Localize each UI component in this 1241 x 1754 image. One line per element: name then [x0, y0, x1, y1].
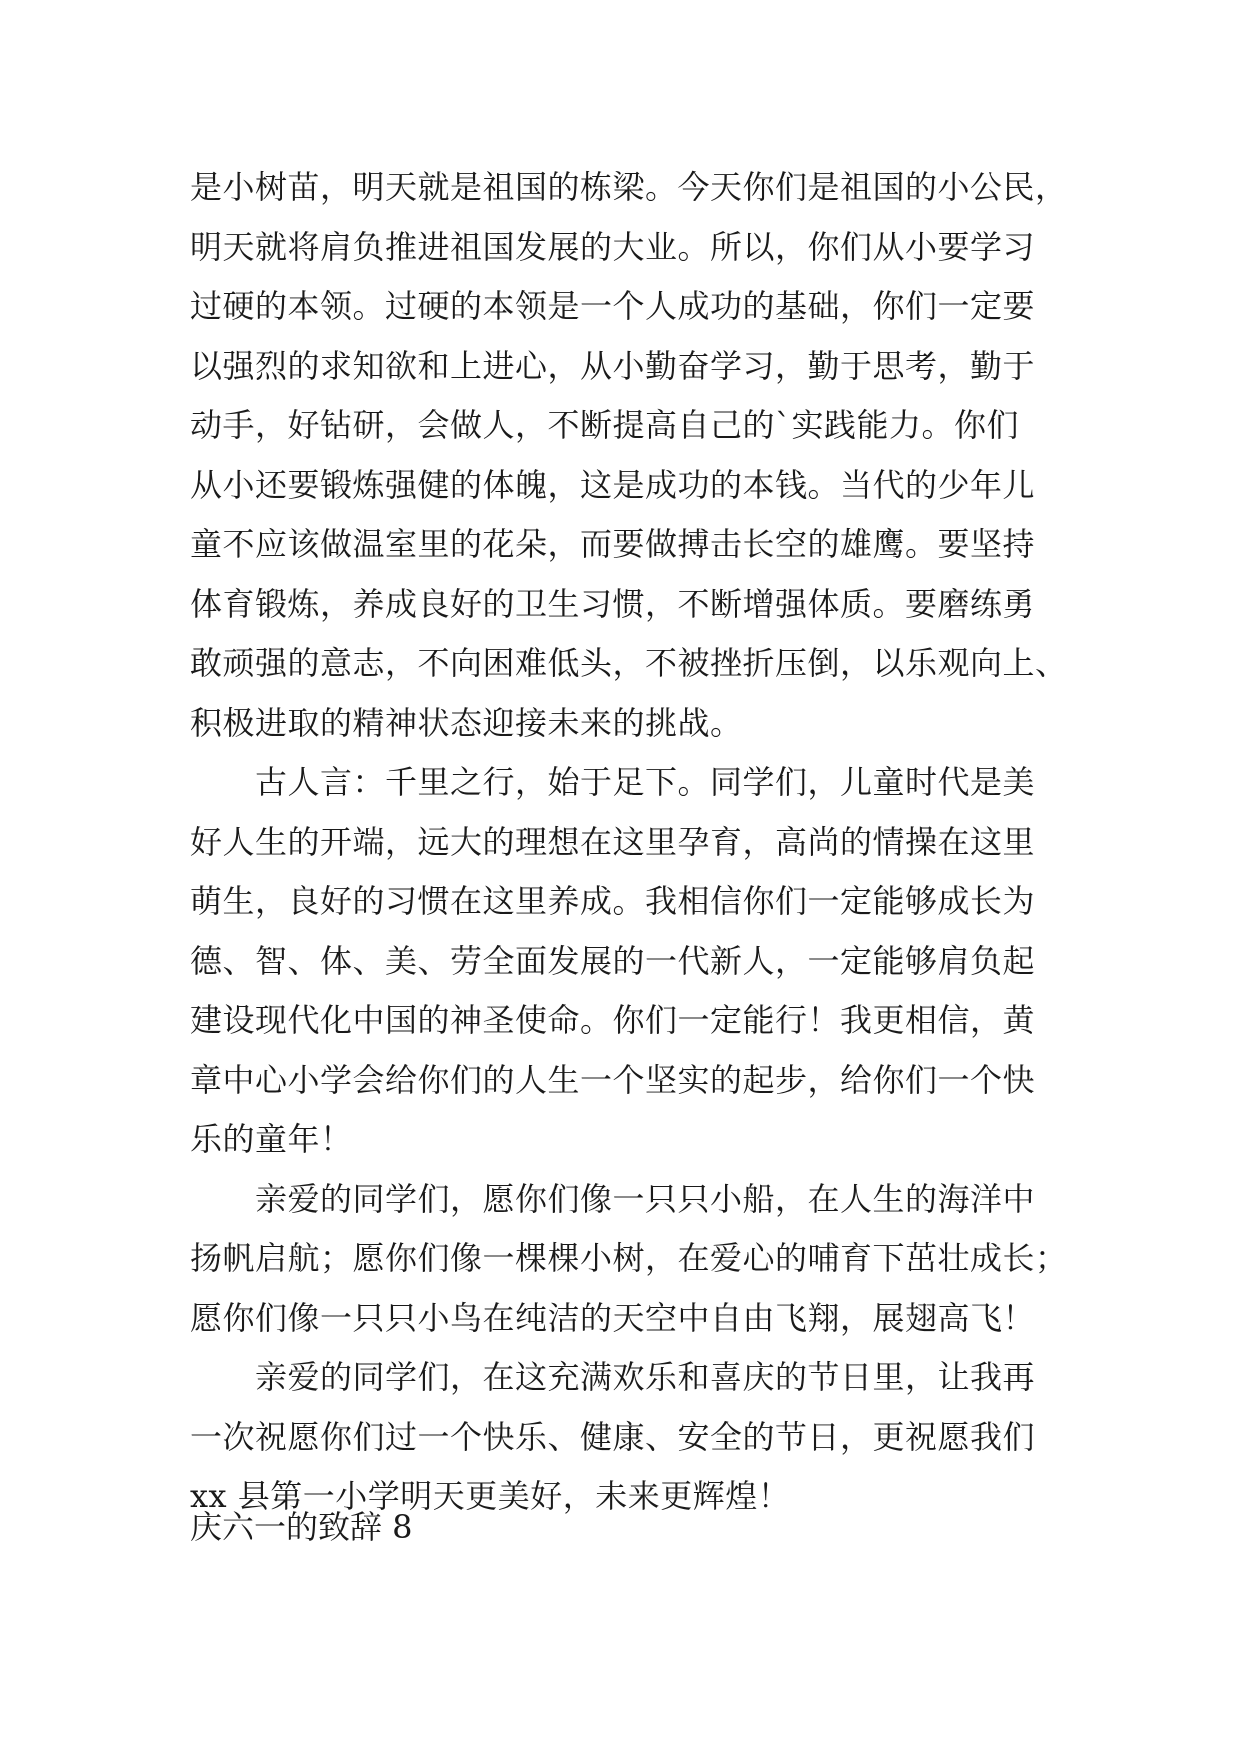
text-line: 童不应该做温室里的花朵，而要做搏击长空的雄鹰。要坚持 [190, 525, 1036, 563]
text-line: 亲爱的同学们，在这充满欢乐和喜庆的节日里，让我再 [190, 1358, 1036, 1396]
text-line: 积极进取的精神状态迎接未来的挑战。 [190, 703, 743, 742]
text-line: 好人生的开端，远大的理想在这里孕育，高尚的情操在这里 [190, 822, 1036, 861]
text-line: 德、智、体、美、劳全面发展的一代新人，一定能够肩负起 [190, 941, 1036, 980]
text-line: 古人言：千里之行，始于足下。同学们，儿童时代是美 [190, 763, 1036, 801]
text-line: 敢顽强的意志，不向困难低头，不被挫折压倒，以乐观向上、 [190, 644, 1068, 682]
text-line: 乐的童年！ [190, 1120, 353, 1158]
text-line: 过硬的本领。过硬的本领是一个人成功的基础，你们一定要 [190, 287, 1036, 325]
text-line: 是小树苗，明天就是祖国的栋梁。今天你们是祖国的小公民， [190, 168, 1068, 206]
text-line: 一次祝愿你们过一个快乐、健康、安全的节日，更祝愿我们 [190, 1417, 1036, 1456]
text-line: 从小还要锻炼强健的体魄，这是成功的本钱。当代的少年儿 [190, 465, 1036, 504]
text-line: 明天就将肩负推进祖国发展的大业。所以，你们从小要学习 [190, 227, 1036, 266]
text-line: 亲爱的同学们，愿你们像一只只小船，在人生的海洋中 [190, 1179, 1036, 1218]
section-heading: 庆六一的致辞 8 [190, 1508, 413, 1546]
text-line: 扬帆启航；愿你们像一棵棵小树，在爱心的哺育下茁壮成长； [190, 1239, 1068, 1277]
text-line: xx 县第一小学明天更美好，未来更辉煌！ [190, 1477, 791, 1515]
text-line: 建设现代化中国的神圣使命。你们一定能行！我更相信，黄 [190, 1001, 1036, 1039]
document-body [190, 158, 1068, 1527]
text-line: 章中心小学会给你们的人生一个坚实的起步，给你们一个快 [190, 1060, 1036, 1099]
text-line: 以强烈的求知欲和上进心，从小勤奋学习，勤于思考，勤于 [190, 346, 1036, 385]
text-line: 动手，好钻研，会做人，不断提高自己的`实践能力。你们 [190, 406, 1020, 444]
text-line: 体育锻炼，养成良好的卫生习惯，不断增强体质。要磨练勇 [190, 584, 1036, 623]
text-line: 愿你们像一只只小鸟在纯洁的天空中自由飞翔，展翅高飞！ [190, 1298, 1036, 1337]
text-line: 萌生，良好的习惯在这里养成。我相信你们一定能够成长为 [190, 882, 1036, 920]
